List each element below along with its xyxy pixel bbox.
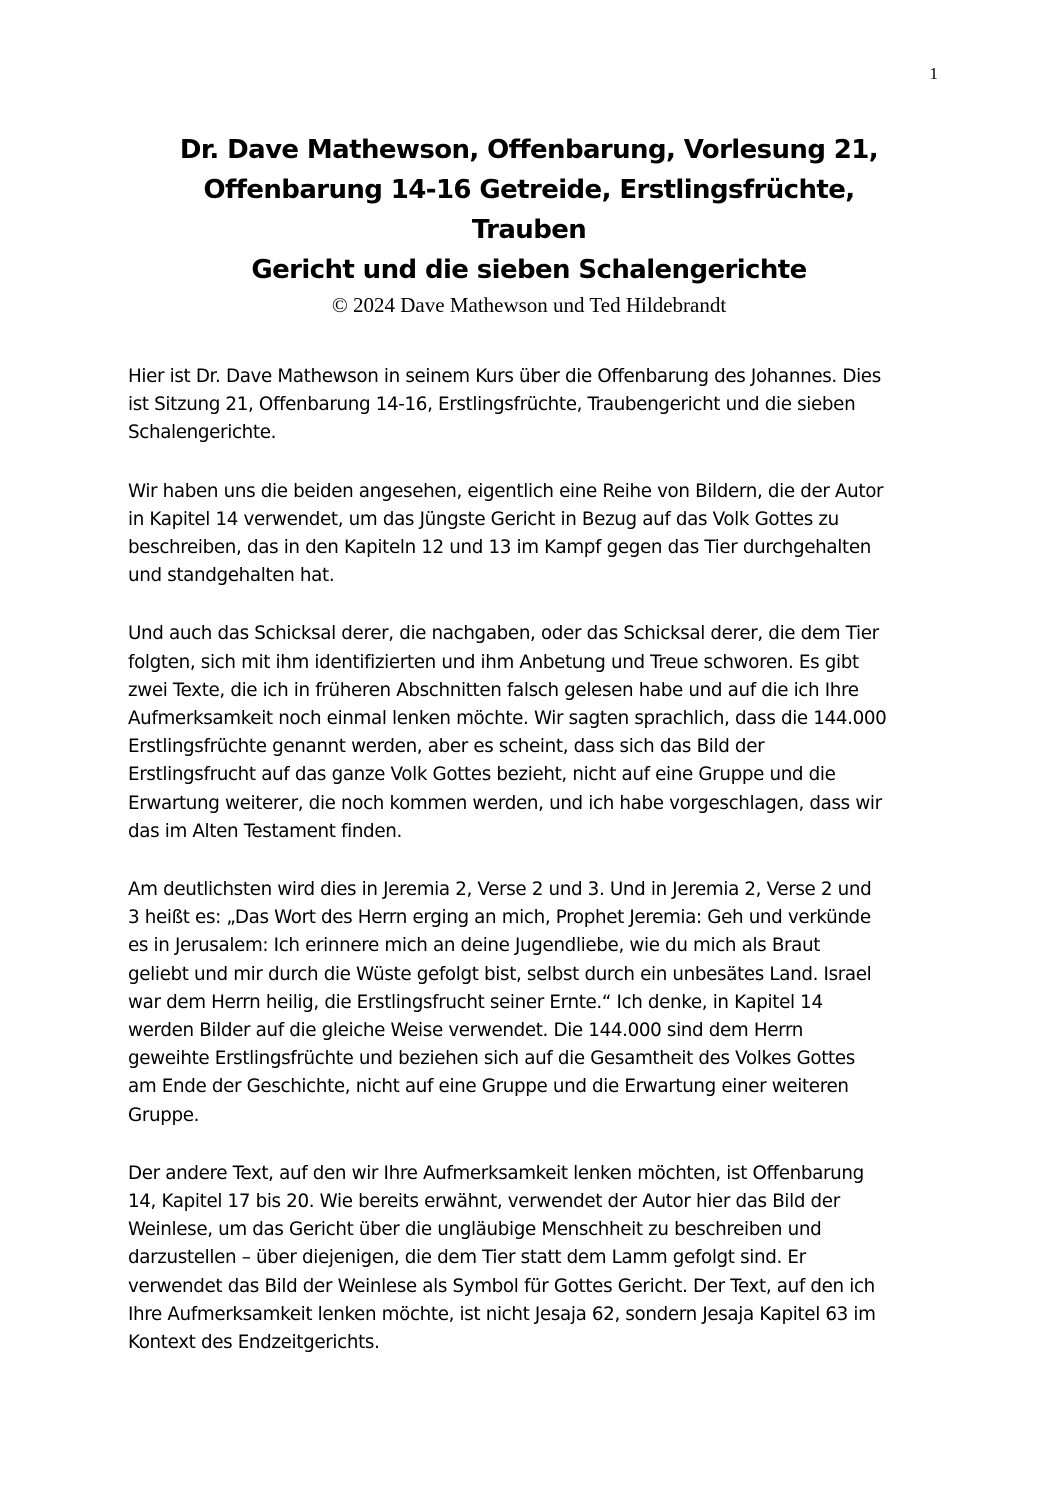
paragraph [128,363,928,448]
paragraph [128,478,928,591]
document-header [120,130,938,320]
text-line: in Kapitel 14 verwendet, um das Jüngste Gericht in Bezug auf das Volk Gottes zu [128,508,839,530]
text-line: Schalengerichte. [128,422,277,444]
text-line: Kontext des Endzeitgerichts. [128,1332,380,1354]
title-line: Dr. Dave Mathewson, Offenbarung, Vorlesung 21, [179,135,879,165]
body-text [128,363,928,1387]
text-line: darzustellen – über diejenigen, die dem Tier statt dem Lamm gefolgt sind. Er [128,1247,806,1269]
text-line: Und auch das Schicksal derer, die nachgaben, oder das Schicksal derer, die dem Tier [128,623,879,645]
text-line: am Ende der Geschichte, nicht auf eine Gruppe und die Erwartung einer weiteren [128,1076,849,1098]
text-line: es in Jerusalem: Ich erinnere mich an deine Jugendliebe, wie du mich als Braut [128,935,821,957]
text-line: Gruppe. [128,1104,200,1126]
text-line: Der andere Text, auf den wir Ihre Aufmerksamkeit lenken möchten, ist Offenbarung [128,1162,864,1184]
text-line: beschreiben, das in den Kapiteln 12 und 13 im Kampf gegen das Tier durchgehalten [128,537,871,559]
text-line: Erstlingsfrüchte genannt werden, aber es scheint, dass sich das Bild der [128,736,765,758]
text-line: 14, Kapitel 17 bis 20. Wie bereits erwähnt, verwendet der Autor hier das Bild der [128,1191,840,1213]
text-line: 3 heißt es: „Das Wort des Herrn erging an mich, Prophet Jeremia: Geh und verkünde [128,907,871,929]
text-line: Ihre Aufmerksamkeit lenken möchte, ist nicht Jesaja 62, sondern Jesaja Kapitel 63 im [128,1303,876,1325]
page-number: 1 [929,64,938,83]
text-line: Aufmerksamkeit noch einmal lenken möchte. Wir sagten sprachlich, dass die 144.000 [128,708,887,730]
text-line: das im Alten Testament finden. [128,820,402,842]
text-line: folgten, sich mit ihm identifizierten und ihm Anbetung und Treue schworen. Es gibt [128,651,859,673]
copyright-notice: © 2024 Dave Mathewson und Ted Hildebrandt [331,293,727,317]
text-line: Erstlingsfrucht auf das ganze Volk Gottes bezieht, nicht auf eine Gruppe und die [128,764,836,786]
text-line: Hier ist Dr. Dave Mathewson in seinem Kurs über die Offenbarung des Johannes. Dies [128,366,881,387]
title-line: Offenbarung 14-16 Getreide, Erstlingsfrüchte, [203,175,855,205]
text-line: Wir haben uns die beiden angesehen, eigentlich eine Reihe von Bildern, die der Autor [128,480,884,502]
text-line: verwendet das Bild der Weinlese als Symbol für Gottes Gericht. Der Text, auf den ich [128,1275,875,1297]
paragraph [128,876,928,1130]
title-line: Trauben [471,215,587,245]
subtitle-line: Gericht und die sieben Schalengerichte [251,255,807,285]
text-line: werden Bilder auf die gleiche Weise verwendet. Die 144.000 sind dem Herrn [128,1020,804,1042]
text-line: Am deutlichsten wird dies in Jeremia 2, Verse 2 und 3. Und in Jeremia 2, Verse 2 und [128,879,872,901]
text-line: Erwartung weiterer, die noch kommen werden, und ich habe vorgeschlagen, dass wir [128,792,882,814]
text-line: Weinlese, um das Gericht über die ungläubige Menschheit zu beschreiben und [128,1219,822,1241]
text-line: und standgehalten hat. [128,565,335,587]
text-line: war dem Herrn heilig, die Erstlingsfrucht seiner Ernte.“ Ich denke, in Kapitel 14 [128,991,823,1013]
text-line: ist Sitzung 21, Offenbarung 14-16, Erstlingsfrüchte, Traubengericht und die sieben [128,394,856,416]
paragraph [128,620,928,846]
text-line: zwei Texte, die ich in früheren Abschnitten falsch gelesen habe und auf die ich Ihre [128,679,859,701]
paragraph [128,1160,928,1357]
text-line: geliebt und mir durch die Wüste gefolgt bist, selbst durch ein unbesätes Land. Israel [128,963,872,985]
text-line: geweihte Erstlingsfrüchte und beziehen sich auf die Gesamtheit des Volkes Gottes [128,1048,855,1070]
